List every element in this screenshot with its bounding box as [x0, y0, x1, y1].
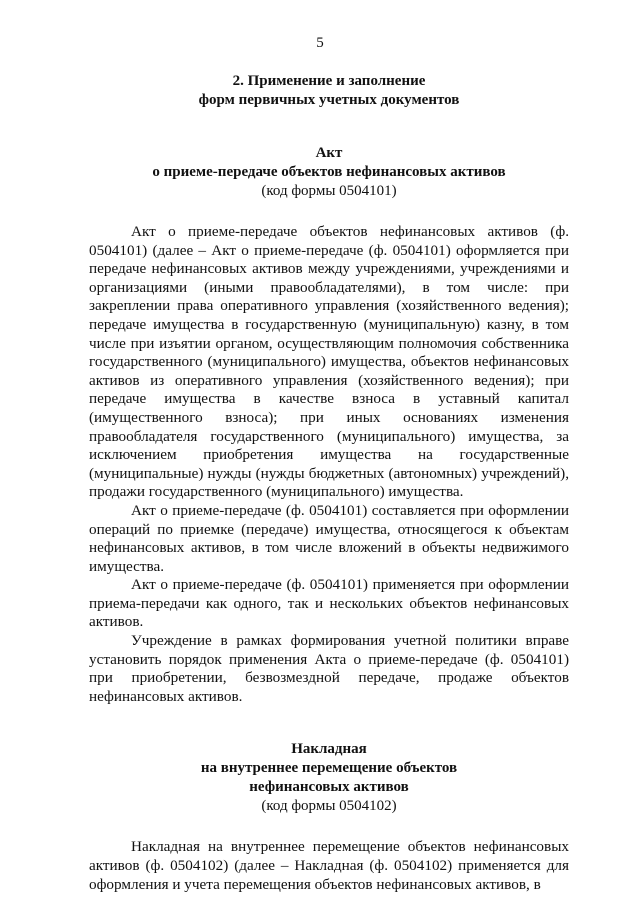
act-paragraph-1: Акт о приеме-передаче объектов нефинансовых активов (ф. 0504101) (далее – Акт о приеме-передаче (ф. 0504101) оформляется при передаче нефинансовых активов между учреждениями, учреждениями и организациями (иными правообладателями), в том числе: при закреплении права оперативного управления (хозяйственного ведения); передаче имущества в государственную (муниципальную) казну, в том числе при изъятии органом, осуществляющим полномочия собственника государственного (муниципального) имущества, объектов нефинансовых активов из оперативного управления (хозяйственного ведения); при передаче имущества в качестве взноса в уставный капитал (имущественного взноса); при иных основаниях изменения правообладателя государственного (муниципального) имущества, за исключением приобретения имущества на государственные (муниципальные) нужды (нужды бюджетных (автономных) учреждений), продажи государственного (муниципального) имущества. [89, 223, 569, 501]
waybill-subtitle-line-2: нефинансовых активов [249, 779, 409, 796]
section-heading [89, 72, 569, 110]
act-title: Акт [315, 145, 343, 161]
act-heading [89, 144, 569, 201]
section-title-line-2: форм первичных учетных документов [198, 92, 460, 108]
act-paragraph-4: Учреждение в рамках формирования учетной политики вправе установить порядок применения Акта о приеме-передаче (ф. 0504101) при приобретении, безвозмездной передаче, продаже объектов нефинансовых активов. [89, 632, 569, 705]
waybill-paragraph-1: Накладная на внутреннее перемещение объектов нефинансовых активов (ф. 0504102) (далее – Накладная (ф. 0504102) применяется для оформления и учета перемещения объектов нефинансовых активов, в [89, 838, 569, 893]
waybill-title: Накладная [291, 741, 367, 758]
waybill-heading [89, 740, 569, 816]
page-number: 5 [316, 35, 324, 51]
section-title-line-1: 2. Применение и заполнение [232, 73, 426, 89]
document-body [89, 72, 569, 894]
act-paragraph-3: Акт о приеме-передаче (ф. 0504101) применяется при оформлении приема-передачи как одного, так и нескольких объектов нефинансовых активов. [89, 576, 569, 631]
act-subtitle: о приеме-передаче объектов нефинансовых активов [152, 164, 506, 180]
waybill-subtitle-line-1: на внутреннее перемещение объектов [200, 760, 458, 777]
act-form-code: (код формы 0504101) [261, 183, 397, 199]
act-paragraph-2: Акт о приеме-передаче (ф. 0504101) составляется при оформлении операций по приемке (передаче) имущества, относящегося к объектам нефинансовых активов, в том числе вложений в объекты недвижимого имущества. [89, 501, 569, 575]
waybill-form-code: (код формы 0504102) [261, 798, 397, 815]
